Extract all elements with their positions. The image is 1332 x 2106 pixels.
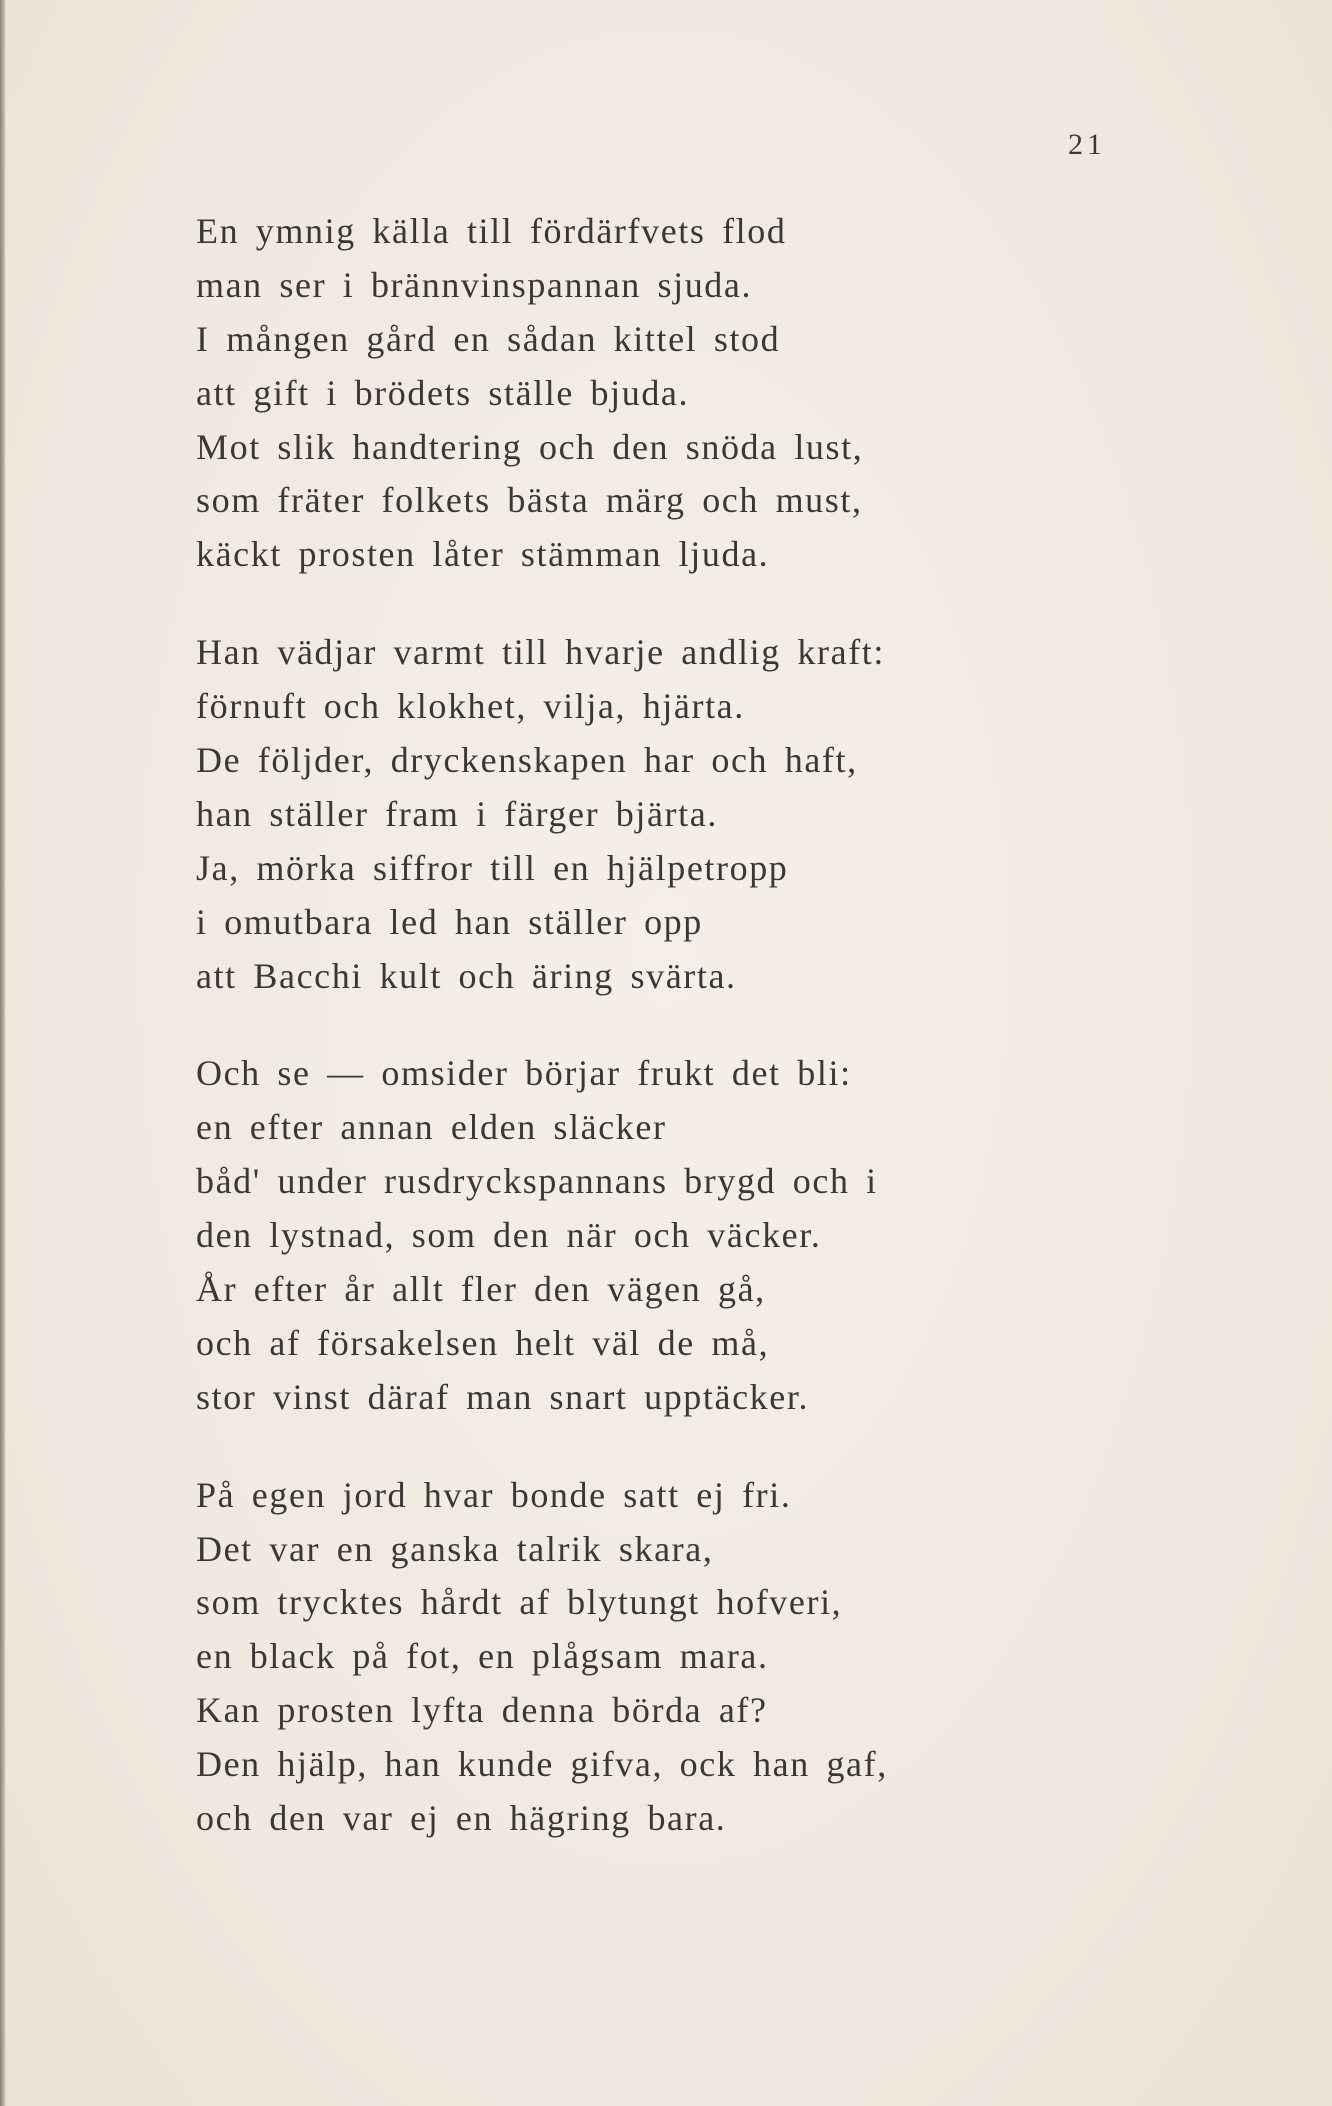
poem-line: Mot slik handtering och den snöda lust, (196, 426, 864, 467)
stanza-1 (196, 205, 1256, 582)
poem-line: som trycktes hårdt af blytungt hofveri, (196, 1582, 843, 1623)
poem-line: han ställer fram i färger bjärta. (196, 793, 718, 834)
poem-line: i omutbara led han ställer opp (196, 901, 703, 942)
stanza-3 (196, 1047, 1256, 1424)
page-number: 21 (1068, 128, 1106, 161)
stanza-2 (196, 626, 1256, 1003)
poem-line: Den hjälp, han kunde gifva, ock han gaf, (196, 1744, 888, 1785)
poem-line: På egen jord hvar bonde satt ej fri. (196, 1474, 792, 1515)
poem-line: förnuft och klokhet, vilja, hjärta. (196, 686, 745, 727)
poem-line: man ser i brännvinspannan sjuda. (196, 264, 753, 305)
poem (196, 205, 1256, 1890)
poem-line: Och se — omsider börjar frukt det bli: (196, 1053, 852, 1094)
poem-line: Ja, mörka siffror till en hjälpetropp (196, 847, 789, 888)
poem-line: De följder, dryckenskapen har och haft, (196, 740, 858, 781)
poem-line: Kan prosten lyfta denna börda af? (196, 1690, 768, 1731)
poem-line: stor vinst däraf man snart upptäcker. (196, 1376, 810, 1417)
stanza-4 (196, 1469, 1256, 1846)
poem-line: och den var ej en hägring bara. (196, 1798, 727, 1839)
poem-line: Han vädjar varmt till hvarje andlig kraft: (196, 632, 885, 673)
poem-line: som fräter folkets bästa märg och must, (196, 480, 863, 521)
poem-line: I mången gård en sådan kittel stod (196, 318, 781, 359)
poem-line: År efter år allt fler den vägen gå, (196, 1269, 766, 1310)
poem-line: båd' under rusdryckspannans brygd och i (196, 1161, 878, 1202)
poem-line: och af försakelsen helt väl de må, (196, 1322, 770, 1363)
poem-line: en black på fot, en plågsam mara. (196, 1636, 769, 1677)
poem-line: Det var en ganska talrik skara, (196, 1528, 714, 1569)
page-spine-edge (0, 0, 6, 2106)
poem-line: att gift i brödets ställe bjuda. (196, 372, 690, 413)
poem-line: den lystnad, som den när och väcker. (196, 1215, 822, 1256)
poem-line: att Bacchi kult och äring svärta. (196, 955, 737, 996)
poem-line: käckt prosten låter stämman ljuda. (196, 534, 770, 575)
poem-line: En ymnig källa till fördärfvets flod (196, 211, 787, 251)
poem-line: en efter annan elden släcker (196, 1107, 667, 1148)
